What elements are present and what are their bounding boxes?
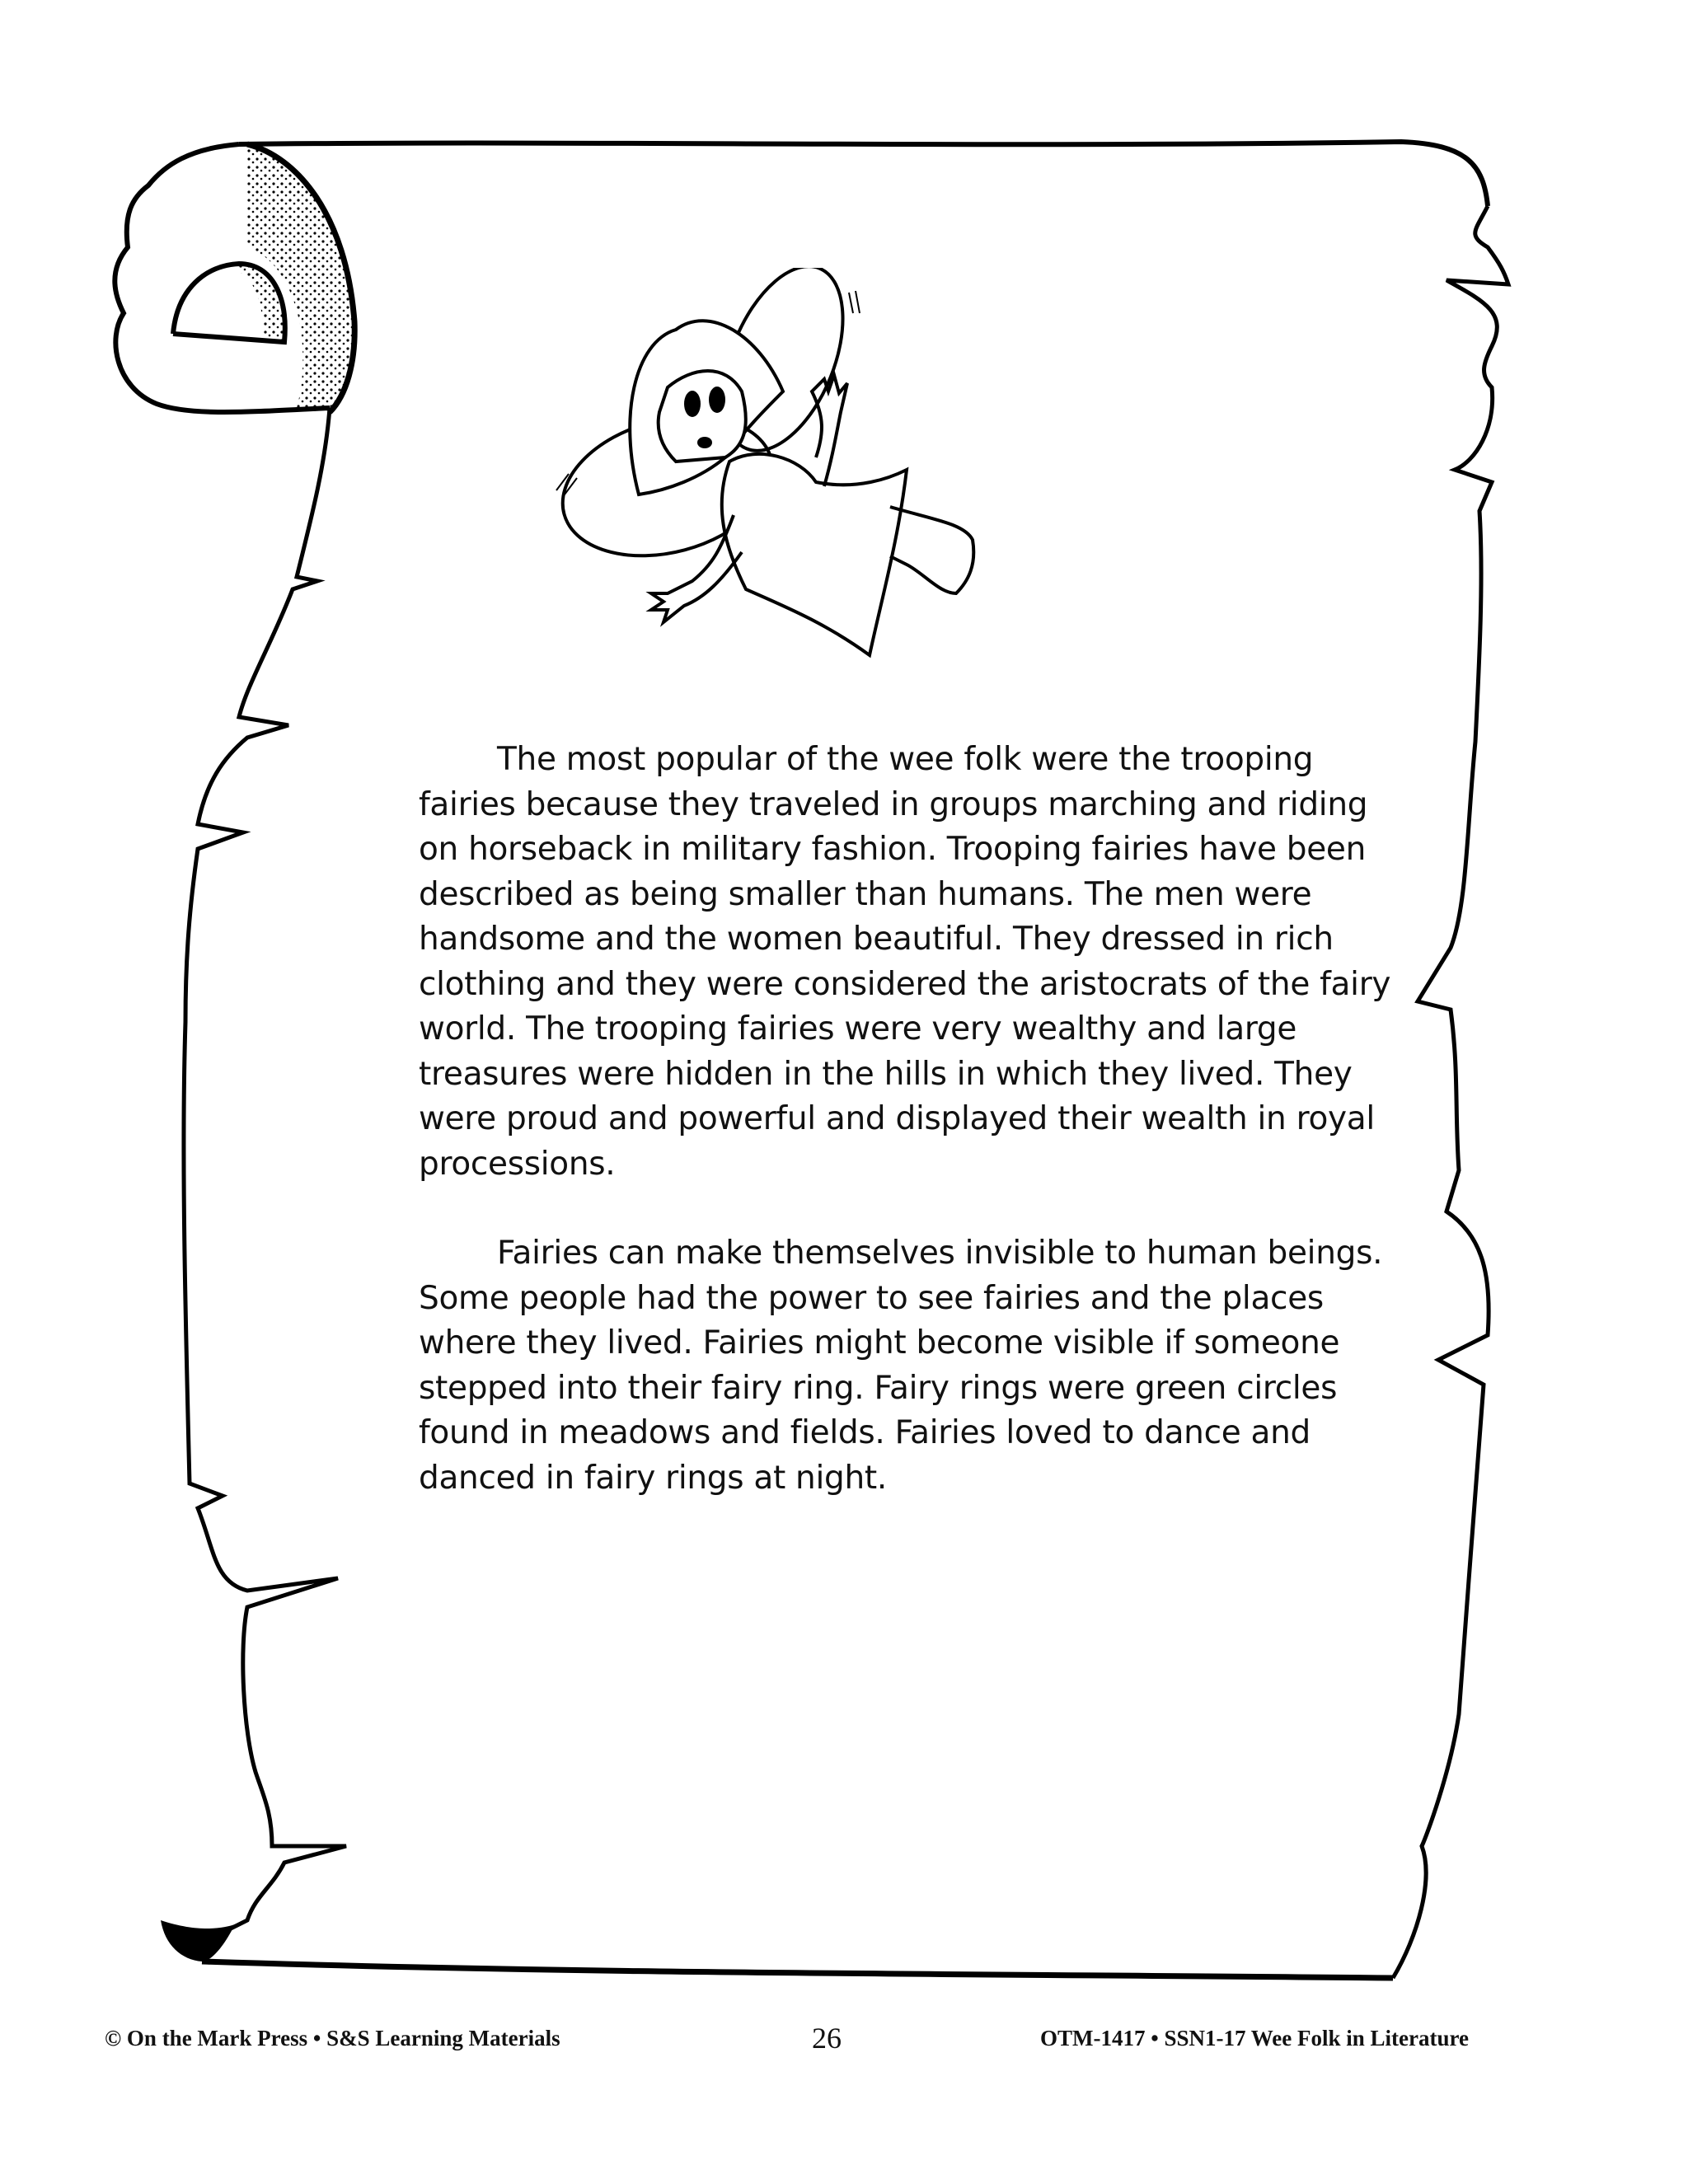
footer-publisher: © On the Mark Press • S&S Learning Materials — [105, 2026, 560, 2050]
paragraph-trooping-fairies: The most popular of the wee folk were the trooping fairies because they traveled in groups marching and riding on horseback in military fashion. Trooping fairies have been described as being smaller than humans. The men were handsome and the women beautiful. They dressed in rich clothing and they were considered the aristocrats of the fairy world. The trooping fairies were very wealthy and large treasures were hidden in the hills in which they lived. They were proud and powerful and displayed their wealth in royal processions. — [419, 741, 1391, 1183]
article-body — [419, 738, 1408, 1501]
paragraph-invisible-fairies: Fairies can make themselves invisible to human beings. Some people had the power to see fairies and the places where they lived. Fairies might become visible if someone stepped into their fairy ring. Fairy rings were green circles found in meadows and fields. Fairies loved to dance and danced in fairy rings at night. — [419, 1235, 1383, 1497]
page-number: 26 — [812, 2022, 842, 2055]
fairy-illustration — [544, 268, 1170, 663]
footer-book-title: OTM-1417 • SSN1-17 Wee Folk in Literature — [1040, 2026, 1469, 2050]
scroll-curl-icon — [115, 144, 354, 412]
page-footer — [0, 2022, 1688, 2059]
